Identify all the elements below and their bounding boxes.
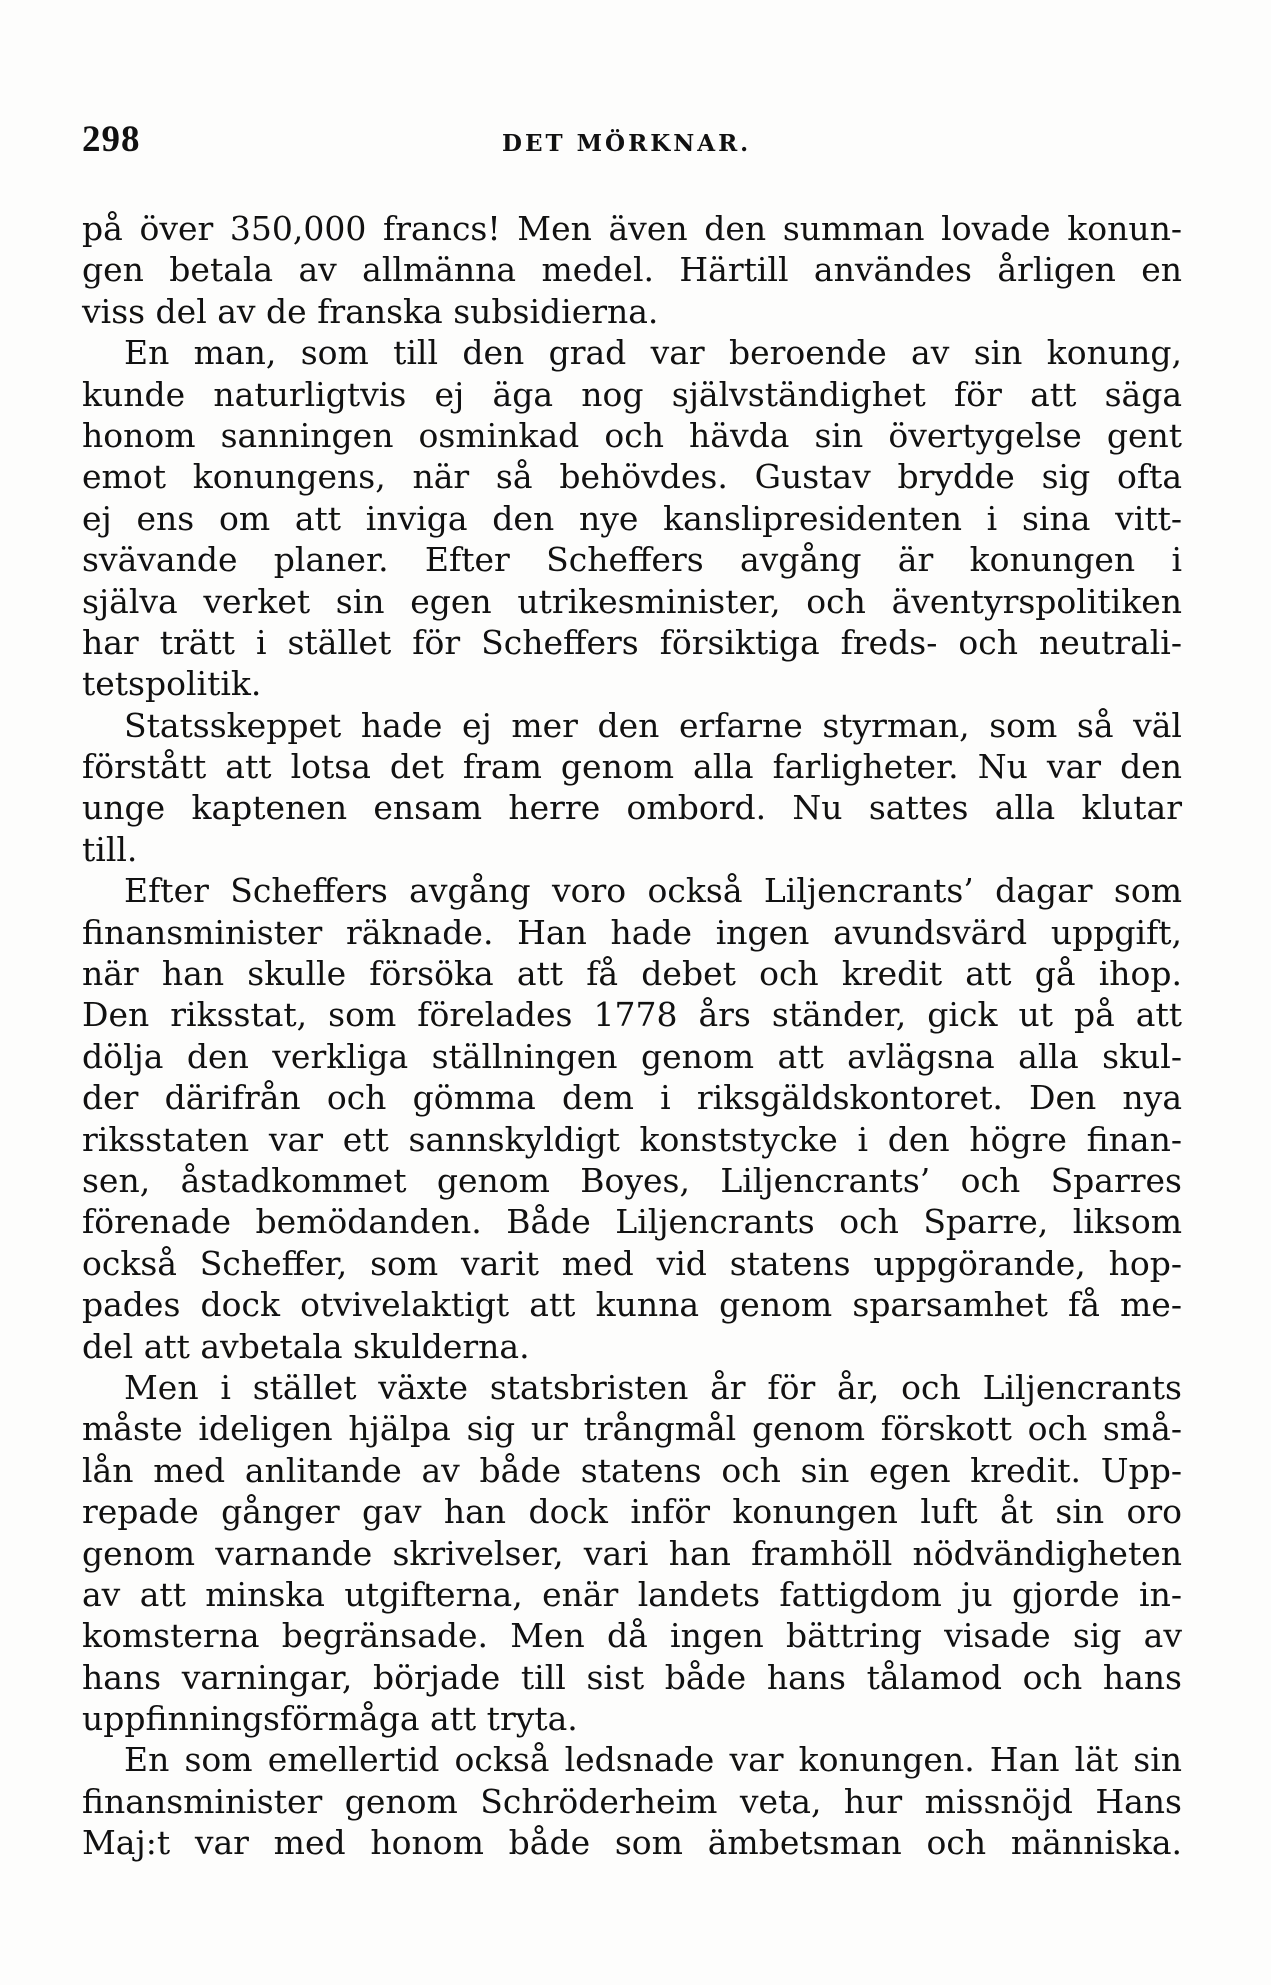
text-line: riksstaten var ett sannskyldigt konststycke i den högre finan-	[82, 1119, 1182, 1159]
text-line: finansminister räknade. Han hade ingen avundsvärd uppgift,	[82, 912, 1182, 952]
text-line: har trätt i stället för Scheffers försiktiga freds- och neutrali-	[82, 622, 1182, 662]
text-line: lån med anlitande av både statens och sin egen kredit. Upp-	[82, 1450, 1182, 1490]
running-title: DET MÖRKNAR.	[502, 130, 752, 157]
text-line: hans varningar, började till sist både hans tålamod och hans	[82, 1657, 1182, 1697]
text-line: måste ideligen hjälpa sig ur trångmål genom förskott och små-	[82, 1409, 1182, 1449]
text-line: unge kaptenen ensam herre ombord. Nu sattes alla klutar	[82, 788, 1182, 828]
text-line: Maj:t var med honom både som ämbetsman och människa.	[82, 1823, 1182, 1863]
text-line: Statsskeppet hade ej mer den erfarne styrman, som så väl	[124, 705, 1182, 745]
text-line: En man, som till den grad var beroende av sin konung,	[124, 333, 1182, 373]
text-line: finansminister genom Schröderheim veta, hur missnöjd Hans	[82, 1781, 1182, 1821]
text-line: del att avbetala skulderna.	[82, 1326, 530, 1366]
text-line: emot konungens, när så behövdes. Gustav brydde sig ofta	[82, 457, 1182, 497]
body-text	[82, 208, 1182, 1864]
text-line: uppfinningsförmåga att tryta.	[82, 1699, 578, 1739]
text-line: också Scheffer, som varit med vid statens uppgörande, hop-	[82, 1243, 1182, 1283]
text-line: komsterna begränsade. Men då ingen bättring visade sig av	[82, 1616, 1182, 1656]
text-line: dölja den verkliga ställningen genom att avlägsna alla skul-	[82, 1036, 1182, 1076]
text-line: själva verket sin egen utrikesminister, och äventyrspolitiken	[82, 581, 1182, 621]
text-line: gen betala av allmänna medel. Härtill användes årligen en	[82, 250, 1182, 290]
text-line: viss del av de franska subsidierna.	[82, 291, 659, 331]
text-line: sen, åstadkommet genom Boyes, Liljencrants’ och Sparres	[82, 1160, 1182, 1200]
text-line: Men i stället växte statsbristen år för år, och Liljencrants	[124, 1367, 1182, 1407]
text-line: ej ens om att inviga den nye kanslipresidenten i sina vitt-	[82, 498, 1182, 538]
text-line: svävande planer. Efter Scheffers avgång är konungen i	[82, 540, 1182, 580]
text-line: när han skulle försöka att få debet och kredit att gå ihop.	[82, 954, 1182, 994]
text-line: der därifrån och gömma dem i riksgäldskontoret. Den nya	[82, 1078, 1182, 1118]
text-line: förenade bemödanden. Både Liljencrants och Sparre, liksom	[82, 1202, 1182, 1242]
text-line: genom varnande skrivelser, vari han framhöll nödvändigheten	[82, 1533, 1182, 1573]
text-line: på över 350,000 francs! Men även den summan lovade konun-	[82, 209, 1182, 248]
text-line: förstått att lotsa det fram genom alla farligheter. Nu var den	[82, 747, 1182, 787]
page-number: 298	[82, 119, 141, 160]
text-line: repade gånger gav han dock inför konungen luft åt sin oro	[82, 1492, 1182, 1532]
text-line: Den riksstat, som förelades 1778 års ständer, gick ut på att	[82, 995, 1182, 1035]
text-line: pades dock otvivelaktigt att kunna genom sparsamhet få me-	[82, 1285, 1182, 1325]
text-line: kunde naturligtvis ej äga nog självständighet för att säga	[82, 374, 1182, 414]
running-head	[82, 118, 1182, 168]
text-line: till.	[82, 829, 138, 869]
text-line: honom sanningen osminkad och hävda sin övertygelse gent	[82, 415, 1182, 455]
text-line: En som emellertid också ledsnade var konungen. Han lät sin	[124, 1740, 1182, 1780]
text-line: av att minska utgifterna, enär landets fattigdom ju gjorde in-	[82, 1574, 1182, 1614]
text-line: tetspolitik.	[82, 664, 262, 704]
text-line: Efter Scheffers avgång voro också Liljencrants’ dagar som	[124, 871, 1182, 911]
